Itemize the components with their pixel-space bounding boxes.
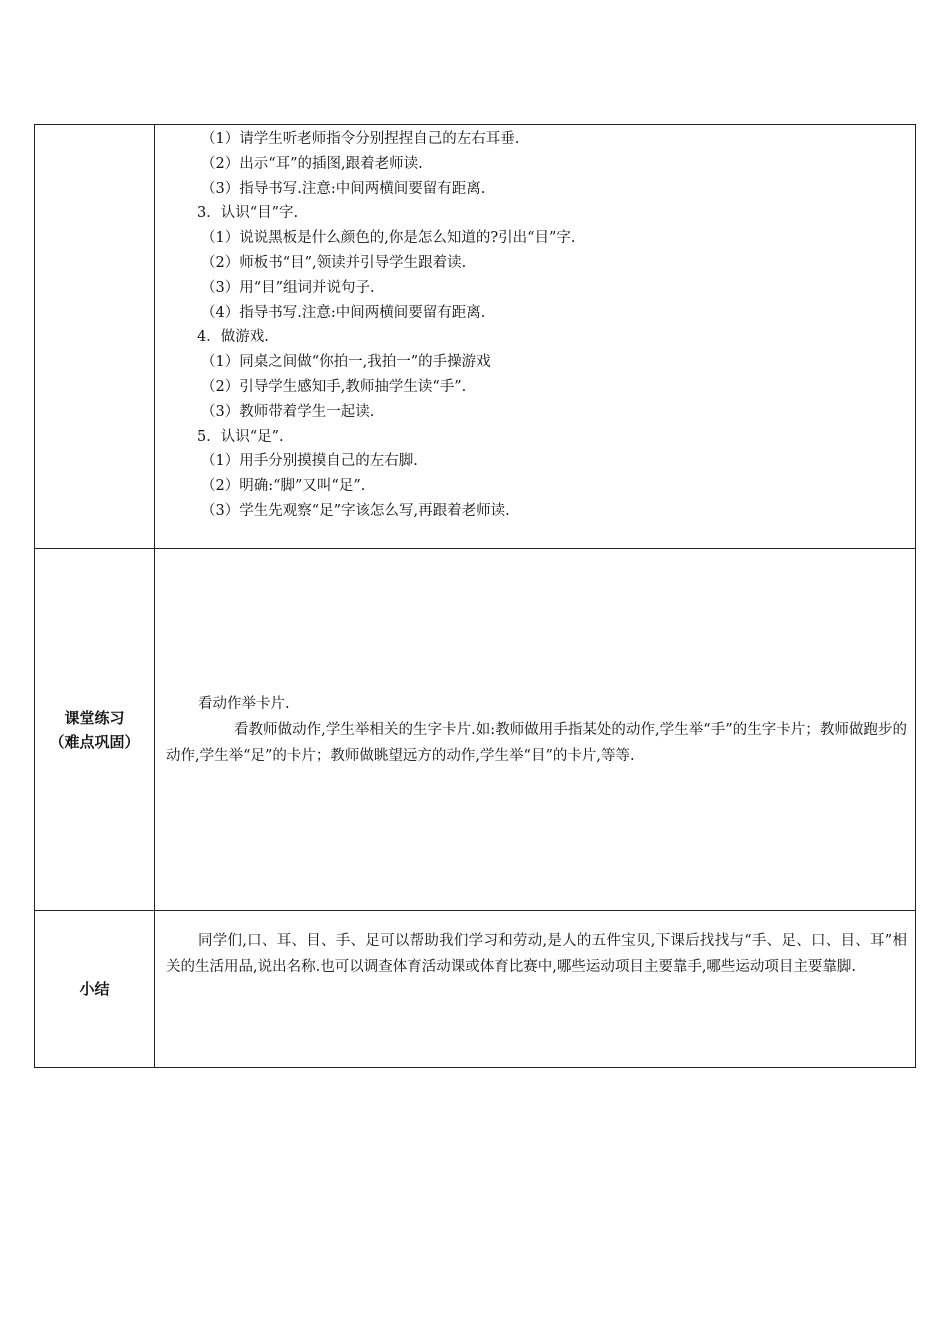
- process-step-item: （2）出示“耳”的插图,跟着老师读.: [201, 155, 423, 172]
- process-step-heading: 4．做游戏.: [197, 329, 269, 346]
- summary-label: 小结: [35, 911, 155, 1068]
- process-step-item: （1）请学生听老师指令分别捏捏自己的左右耳垂.: [201, 131, 520, 147]
- practice-title: 看动作举卡片.: [198, 695, 290, 712]
- teaching-process-content: [155, 125, 916, 549]
- process-step-heading: 3．认识“目”字.: [197, 205, 299, 222]
- process-step-item: （2）师板书“目”,领读并引导学生跟着读.: [201, 254, 467, 271]
- teaching-process-row: [35, 125, 916, 549]
- process-step-item: （1）用手分别摸摸自己的左右脚.: [201, 453, 418, 470]
- practice-text-block: [155, 549, 915, 910]
- process-step-item: （2）明确:“脚”又叫“足”.: [201, 478, 366, 495]
- summary-body: 同学们,口、耳、目、手、足可以帮助我们学习和劳动,是人的五件宝贝,下课后找找与“手、足、口、目、耳”相关的生活用品,说出名称.也可以调查体育活动课或体育比赛中,哪些运动项目主要靠手,哪些运动项目主要靠脚.: [166, 933, 907, 975]
- classroom-practice-content: [155, 549, 916, 911]
- process-step-list: [155, 125, 915, 524]
- process-step-item: （1）说说黑板是什么颜色的,你是怎么知道的?引出“目”字.: [201, 230, 576, 247]
- classroom-practice-label: [35, 549, 155, 911]
- classroom-practice-row: [35, 549, 916, 911]
- process-step-item: （3）教师带着学生一起读.: [201, 403, 375, 420]
- process-step-heading: 5．认识“足”.: [197, 428, 284, 445]
- teaching-process-label-cell: [35, 125, 155, 549]
- practice-label-line2: （难点巩固）: [49, 732, 140, 751]
- summary-content: [155, 911, 916, 1068]
- process-step-item: （3）学生先观察“足”字该怎么写,再跟着老师读.: [201, 502, 510, 519]
- process-step-item: （4）指导书写.注意:中间两横间要留有距离.: [201, 304, 486, 321]
- process-step-item: （3）指导书写.注意:中间两横间要留有距离.: [201, 180, 486, 197]
- process-step-item: （3）用“目”组词并说句子.: [201, 279, 375, 296]
- summary-row: [35, 911, 916, 1068]
- process-step-item: （1）同桌之间做“你拍一,我拍一”的手操游戏: [201, 354, 491, 371]
- practice-label-line1: 课堂练习: [64, 708, 125, 727]
- process-step-item: （2）引导学生感知手,教师抽学生读“手”.: [201, 378, 467, 395]
- practice-body: 看教师做动作,学生举相关的生字卡片.如:教师做用手指某处的动作,学生举“手”的生字卡片；教师做跑步的动作,学生举“足”的卡片；教师做眺望远方的动作,学生举“目”的卡片,等等.: [166, 721, 907, 764]
- lesson-plan-table: [34, 124, 916, 1068]
